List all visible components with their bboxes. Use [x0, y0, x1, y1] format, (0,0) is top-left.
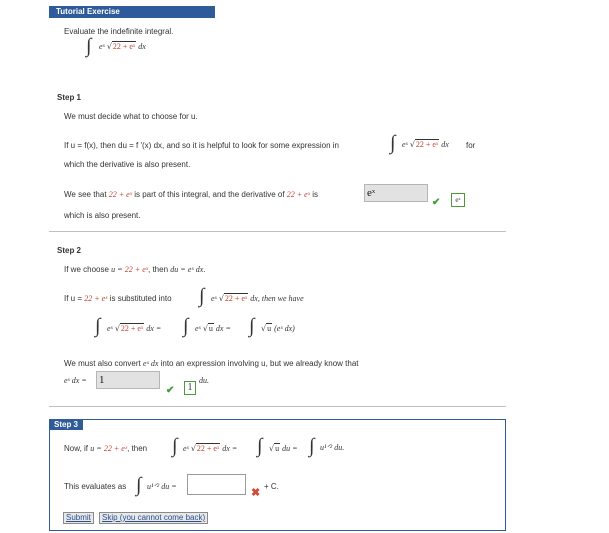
divider: [49, 406, 506, 407]
step2-answer-field[interactable]: 1: [96, 371, 160, 389]
step2-integral-chain: eˣ √22 + eˣ dx =: [107, 324, 162, 333]
step3-plus-c: + C.: [264, 482, 279, 491]
step1-for: for: [466, 141, 476, 150]
step1-line1: We must decide what to choose for u.: [64, 112, 198, 121]
step2-integral-u: eˣ √u dx =: [195, 324, 231, 333]
intro-prompt: Evaluate the indefinite integral.: [64, 27, 174, 36]
step1-integral: eˣ √22 + eˣ dx: [402, 140, 449, 149]
submit-button[interactable]: Submit: [63, 512, 94, 524]
step3-label: Step 3: [49, 419, 83, 430]
skip-button[interactable]: Skip (you cannot come back): [99, 512, 208, 524]
step2-must-convert: We must also convert eˣ dx into an expression involving u, but we already know that: [64, 359, 359, 368]
integral-sign: ∫: [390, 132, 396, 154]
integral-sign: ∫: [95, 315, 101, 337]
intro-integral: eˣ √22 + eˣ dx: [99, 42, 146, 51]
check-icon: ✔: [166, 385, 175, 396]
step3-integral-power: u¹ᐟ² du.: [320, 443, 345, 452]
step1-which-derivative: which the derivative is also present.: [64, 160, 191, 169]
step3-integral: eˣ √22 + eˣ dx =: [183, 444, 238, 453]
step2-integral: eˣ √22 + eˣ dx, then we have: [211, 294, 304, 303]
step3-answer-field[interactable]: [187, 474, 246, 495]
step1-answer-hint: eˣ: [451, 193, 465, 207]
step1-we-see: We see that 22 + eˣ is part of this integral, and the derivative of 22 + eˣ is: [64, 190, 319, 199]
step3-evaluates-as: This evaluates as: [64, 482, 127, 491]
integral-sign: ∫: [249, 315, 255, 337]
integral-sign: ∫: [86, 35, 92, 57]
step2-answer-hint: 1: [184, 381, 196, 395]
cross-icon: ✖: [251, 487, 261, 499]
step1-also-present: which is also present.: [64, 211, 141, 220]
step2-integral-final: √u (eˣ dx): [261, 324, 295, 333]
step3-integral-eval: u¹ᐟ² du =: [147, 482, 177, 491]
tutorial-header: Tutorial Exercise: [49, 6, 215, 18]
integral-sign: ∫: [172, 435, 178, 457]
step2-du-label: eˣ dx =: [64, 376, 87, 385]
step3-integral-u: √u du =: [269, 444, 298, 453]
integral-sign: ∫: [199, 285, 205, 307]
step3-now-if: Now, if u = 22 + eˣ, then: [64, 444, 148, 453]
integral-sign: ∫: [183, 315, 189, 337]
step1-answer-field[interactable]: eˣ: [364, 184, 428, 202]
step2-du-text: du.: [199, 376, 209, 385]
step2-if-u: If u = 22 + eˣ is substituted into: [64, 294, 172, 303]
integral-sign: ∫: [309, 435, 315, 457]
divider: [49, 231, 506, 232]
step1-if-u: If u = f(x), then du = f '(x) dx, and so it is helpful to look for some expression in: [64, 141, 339, 150]
integral-sign: ∫: [136, 474, 142, 496]
step1-label: Step 1: [57, 93, 82, 102]
step2-if-we-choose: If we choose u = 22 + eˣ, then du = eˣ dx.: [64, 265, 206, 274]
check-icon: ✔: [432, 197, 441, 208]
integral-sign: ∫: [257, 435, 263, 457]
step2-label: Step 2: [57, 246, 82, 255]
